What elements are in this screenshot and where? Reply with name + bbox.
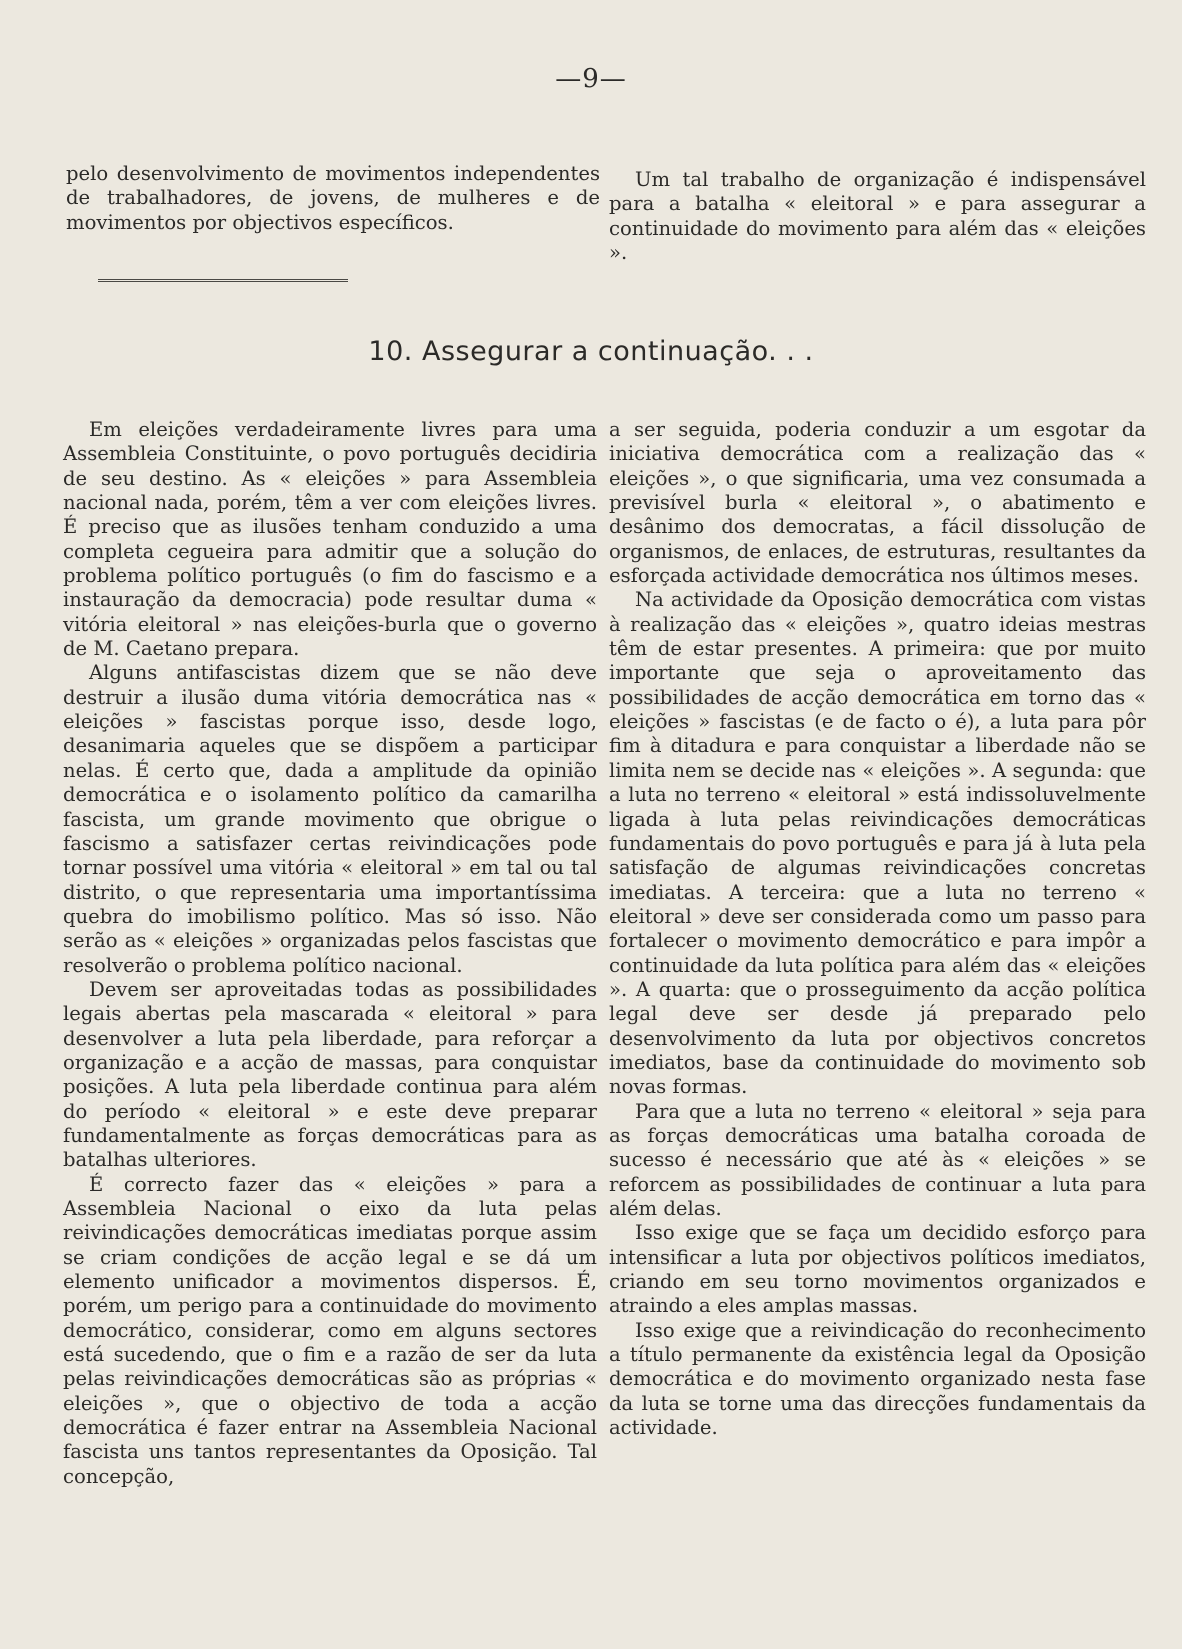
paragraph: Em eleições verdadeiramente livres para uma Assembleia Constituinte, o povo português decidiria de seu destino. As « eleições » para Assembleia nacional nada, porém, têm a ver com eleições livres. É preciso que as ilusões tenham conduzido a uma completa cegueira para admitir que a solução do problema político português (o fim do fascismo e a instauração da democracia) pode resultar duma « vitória eleitoral » nas eleições-burla que o governo de M. Caetano prepara. <box>63 418 597 661</box>
right-column <box>609 418 1146 1440</box>
section-title: Assegurar a continuação. . . <box>421 336 814 367</box>
paragraph: Um tal trabalho de organização é indispensável para a batalha « eleitoral » e para assegurar a continuidade do movimento para além das « eleições ». <box>609 168 1146 265</box>
paragraph: a ser seguida, poderia conduzir a um esgotar da iniciativa democrática com a realização das « eleições », o que significaria, uma vez consumada a previsível burla « eleitoral », o abatimento e desânimo dos democratas, a fácil dissolução de organismos, de enlaces, de estruturas, resultantes da esforçada actividade democrática nos últimos meses. <box>609 418 1146 588</box>
paragraph: É correcto fazer das « eleições » para a Assembleia Nacional o eixo da luta pelas reivindicações democráticas imediatas porque assim se criam condições de acção legal e se dá um elemento unificador a movimentos dispersos. É, porém, um perigo para a continuidade do movimento democrático, considerar, como em alguns sectores está sucedendo, que o fim e a razão de ser da luta pelas reivindicações democráticas são as próprias « eleições », que o objectivo de toda a acção democrática é fazer entrar na Assembleia Nacional fascista uns tantos representantes da Oposição. Tal concepção, <box>63 1172 597 1488</box>
section-divider <box>98 279 348 282</box>
paragraph: Alguns antifascistas dizem que se não deve destruir a ilusão duma vitória democrática nas « eleições » fascistas porque isso, desde logo, desanimaria aqueles que se dispõem a participar nelas. É certo que, dada a amplitude da opinião democrática e o isolamento político da camarilha fascista, um grande movimento que obrigue o fascismo a satisfazer certas reivindicações pode tornar possível uma vitória « eleitoral » em tal ou tal distrito, o que representaria uma importantíssima quebra do imobilismo político. Mas só isso. Não serão as « eleições » organizadas pelos fascistas que resolverão o problema político nacional. <box>63 661 597 977</box>
left-column <box>63 418 597 1489</box>
paragraph: Isso exige que a reivindicação do reconhecimento a título permanente da existência legal da Oposição democrática e do movimento organizado nesta fase da luta se torne uma das direcções fundamentais da actividade. <box>609 1318 1146 1440</box>
paragraph: Devem ser aproveitadas todas as possibilidades legais abertas pela mascarada « eleitoral » para desenvolver a luta pela liberdade, para reforçar a organização e a acção de massas, para conquistar posições. A luta pela liberdade continua para além do período « eleitoral » e este deve preparar fundamentalmente as forças democráticas para as batalhas ulteriores. <box>63 977 597 1172</box>
paragraph: Para que a luta no terreno « eleitoral » seja para as forças democráticas uma batalha coroada de sucesso é necessário que até às « eleições » se reforcem as possibilidades de continuar a luta para além delas. <box>609 1099 1146 1220</box>
section-number: 10. <box>368 336 413 367</box>
continued-text-right <box>609 168 1146 265</box>
paragraph: Na actividade da Oposição democrática com vistas à realização das « eleições », quatro ideias mestras têm de estar presentes. A primeira: que por muito importante que seja o aproveitamento das possibilidades de acção democrática em torno das « eleições » fascistas (e de facto o é), a luta para pôr fim à ditadura e para conquistar a liberdade não se limita nem se decide nas « eleições ». A segunda: que a luta no terreno « eleitoral » está indissoluvelmente ligada à luta pelas reivindicações democráticas fundamentais do povo português e para já à luta pela satisfação de algumas reivindicações concretas imediatas. A terceira: que a luta no terreno « eleitoral » deve ser considerada como um passo para fortalecer o movimento democrático e para impôr a continuidade da luta política para além das « eleições ». A quarta: que o prosseguimento da acção política legal deve ser desde já preparado pelo desenvolvimento da luta por objectivos concretos imediatos, base da continuidade do movimento sob novas formas. <box>609 588 1146 1099</box>
paragraph: pelo desenvolvimento de movimentos independentes de trabalhadores, de jovens, de mulheres e de movimentos por objectivos específicos. <box>66 162 600 234</box>
continued-text-left <box>66 162 600 235</box>
page-number: —9— <box>555 64 627 94</box>
paragraph: Isso exige que se faça um decidido esforço para intensificar a luta por objectivos políticos imediatos, criando em seu torno movimentos organizados e atraindo a eles amplas massas. <box>609 1221 1146 1318</box>
section-heading <box>0 336 1182 367</box>
